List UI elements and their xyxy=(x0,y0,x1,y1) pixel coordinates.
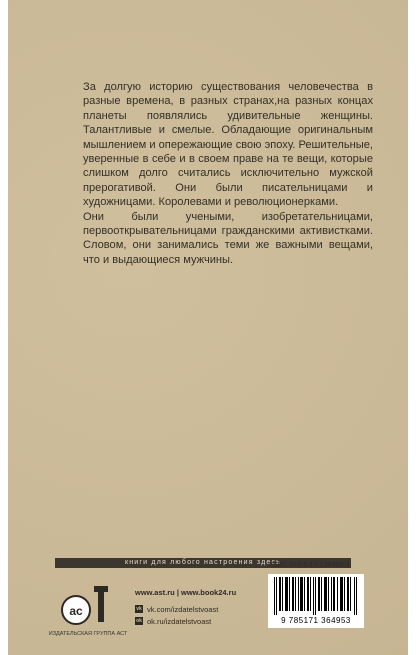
blurb-paragraph-2: Они были учеными, изобретательницами, первооткрывательницами гражданскими активистками. Словом, они занимались теми же важными вещами, что и выдающиеся мужчины. xyxy=(83,210,373,266)
social-link-vk[interactable] xyxy=(135,603,218,615)
vk-icon: vk xyxy=(136,606,142,612)
barcode-bars xyxy=(274,577,358,615)
barcode xyxy=(268,574,364,628)
blurb-paragraph-1: За долгую историю существования человечества в разные времена, в разных странах,на разных концах планеты появлялись удивительные женщины. Талантливые и смелые. Обладающие оригинальным мышлением и опережающие свою эпоху. Решительные, уверенные в себе и в своем праве на те вещи, которые слишком долго считались исключительно мужской прерогативой. Они были писательницами и художницами. Королевами и революционерками. xyxy=(83,81,373,209)
ast-logo-icon xyxy=(60,582,112,626)
social-link-label: vk.com/izdatelstvoast xyxy=(147,604,219,614)
tagline-bar: книги для любого настроения здесь xyxy=(55,558,351,568)
ok-icon: ok xyxy=(136,618,142,624)
social-link-label: ok.ru/izdatelstvoast xyxy=(147,616,212,626)
blurb-text xyxy=(83,80,373,267)
social-link-ok[interactable] xyxy=(135,615,218,627)
website-links[interactable]: www.ast.ru | www.book24.ru xyxy=(135,588,237,597)
isbn-label: ISBN 978-5-17-138495-3 xyxy=(271,562,350,569)
barcode-number: 9 785171 364953 xyxy=(281,616,351,625)
publisher-caption: ИЗДАТЕЛЬСКАЯ ГРУППА АСТ xyxy=(48,631,128,637)
svg-text:ас: ас xyxy=(69,604,83,618)
social-links xyxy=(135,603,218,627)
